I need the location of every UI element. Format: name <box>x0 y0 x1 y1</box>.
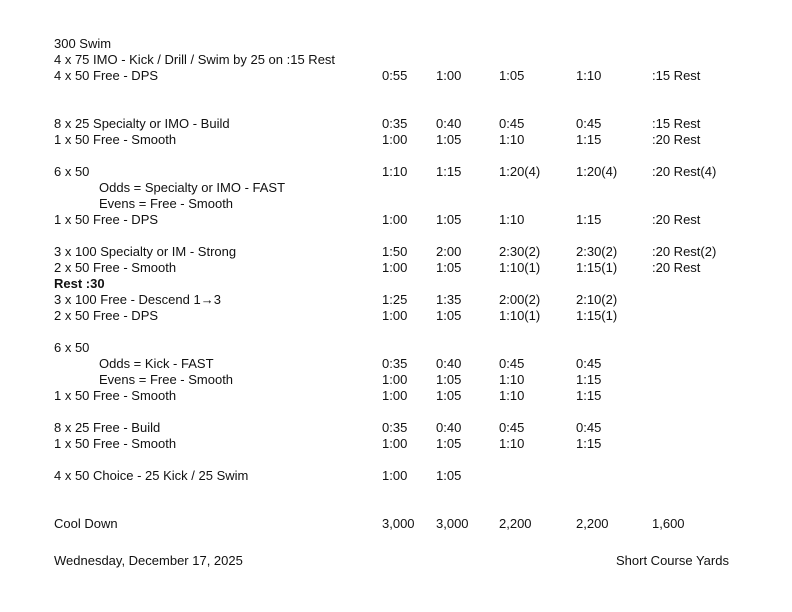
interval-cell: 1:00 <box>382 308 408 323</box>
set-description: 4 x 50 Choice - 25 Kick / 25 Swim <box>54 468 249 483</box>
workout-row <box>0 180 792 196</box>
workout-row <box>0 308 792 324</box>
spacer-row <box>0 228 792 244</box>
workout-row <box>0 132 792 148</box>
interval-cell: 1:15 <box>576 212 602 227</box>
interval-cell: 1:20(4) <box>576 164 618 179</box>
interval-cell: 1:35 <box>436 292 462 307</box>
interval-cell: 2:00 <box>436 244 462 259</box>
spacer-row <box>0 404 792 420</box>
interval-cell: 1:00 <box>382 388 408 403</box>
interval-cell: 0:40 <box>436 116 462 131</box>
interval-cell: 2:10(2) <box>576 292 618 307</box>
spacer-row <box>0 100 792 116</box>
interval-cell: 1,600 <box>652 516 685 531</box>
workout-date: Wednesday, December 17, 2025 <box>54 553 243 568</box>
interval-cell: 1:00 <box>382 468 408 483</box>
interval-cell: 0:35 <box>382 356 408 371</box>
set-description: Rest :30 <box>54 276 105 291</box>
workout-row <box>0 292 792 308</box>
interval-cell: 2:00(2) <box>499 292 541 307</box>
set-description: 8 x 25 Free - Build <box>54 420 161 435</box>
interval-cell: 0:35 <box>382 420 408 435</box>
interval-cell: 1:05 <box>436 260 462 275</box>
workout-row <box>0 340 792 356</box>
interval-cell: 1:00 <box>382 212 408 227</box>
interval-cell: 3,000 <box>436 516 469 531</box>
workout-row <box>0 356 792 372</box>
interval-cell: :20 Rest <box>652 212 701 227</box>
interval-cell: 1:10 <box>499 132 525 147</box>
interval-cell: 1:05 <box>436 372 462 387</box>
spacer-row <box>0 148 792 164</box>
interval-cell: 1:15(1) <box>576 260 618 275</box>
set-description: 3 x 100 Specialty or IM - Strong <box>54 244 237 259</box>
interval-cell: 1:10(1) <box>499 260 541 275</box>
interval-cell: :20 Rest <box>652 260 701 275</box>
interval-cell: 1:10 <box>499 388 525 403</box>
interval-cell: 0:40 <box>436 356 462 371</box>
interval-cell: 1:05 <box>436 132 462 147</box>
interval-cell: 1:00 <box>382 132 408 147</box>
interval-cell: :15 Rest <box>652 68 701 83</box>
set-description: 6 x 50 <box>54 164 90 179</box>
interval-cell: 1:15(1) <box>576 308 618 323</box>
interval-cell: 1:05 <box>436 468 462 483</box>
set-description: 3 x 100 Free - Descend 1→3 <box>54 292 221 307</box>
spacer-row <box>0 500 792 516</box>
interval-cell: :20 Rest(2) <box>652 244 717 259</box>
workout-row <box>0 68 792 84</box>
interval-cell: 1:15 <box>576 132 602 147</box>
interval-cell: 0:55 <box>382 68 408 83</box>
set-description: 1 x 50 Free - Smooth <box>54 132 177 147</box>
workout-row <box>0 212 792 228</box>
workout-row <box>0 244 792 260</box>
interval-cell: 2,200 <box>576 516 609 531</box>
interval-cell: :20 Rest <box>652 132 701 147</box>
set-description: 1 x 50 Free - Smooth <box>54 388 177 403</box>
spacer-row <box>0 452 792 468</box>
interval-cell: 1:10(1) <box>499 308 541 323</box>
set-description: 1 x 50 Free - Smooth <box>54 436 177 451</box>
interval-cell: 1:15 <box>576 388 602 403</box>
course-type: Short Course Yards <box>616 553 729 568</box>
set-description: Evens = Free - Smooth <box>99 196 234 211</box>
workout-row <box>0 516 792 532</box>
workout-row <box>0 116 792 132</box>
set-description: 8 x 25 Specialty or IMO - Build <box>54 116 230 131</box>
workout-row <box>0 164 792 180</box>
interval-cell: 1:15 <box>576 372 602 387</box>
spacer-row <box>0 84 792 100</box>
interval-cell: 1:00 <box>436 68 462 83</box>
set-description: 2 x 50 Free - Smooth <box>54 260 177 275</box>
interval-cell: 2,200 <box>499 516 532 531</box>
workout-row <box>0 276 792 292</box>
interval-cell: 1:10 <box>576 68 602 83</box>
interval-cell: 0:35 <box>382 116 408 131</box>
interval-cell: 1:05 <box>436 436 462 451</box>
interval-cell: 0:45 <box>499 356 525 371</box>
spacer-row <box>0 324 792 340</box>
interval-cell: 1:10 <box>499 436 525 451</box>
workout-row <box>0 196 792 212</box>
workout-sheet <box>0 36 792 532</box>
interval-cell: 1:00 <box>382 260 408 275</box>
set-description: Odds = Kick - FAST <box>99 356 214 371</box>
workout-row <box>0 372 792 388</box>
interval-cell: 1:15 <box>576 436 602 451</box>
interval-cell: 0:45 <box>576 356 602 371</box>
set-description: Evens = Free - Smooth <box>99 372 234 387</box>
workout-row <box>0 436 792 452</box>
set-description: 300 Swim <box>54 36 112 51</box>
interval-cell: 1:10 <box>499 372 525 387</box>
set-description: 2 x 50 Free - DPS <box>54 308 159 323</box>
interval-cell: 2:30(2) <box>499 244 541 259</box>
interval-cell: 1:05 <box>436 388 462 403</box>
workout-row <box>0 52 792 68</box>
interval-cell: 0:45 <box>499 420 525 435</box>
interval-cell: 0:45 <box>576 116 602 131</box>
interval-cell: 3,000 <box>382 516 415 531</box>
interval-cell: 1:15 <box>436 164 462 179</box>
set-description: Cool Down <box>54 516 118 531</box>
workout-row <box>0 388 792 404</box>
interval-cell: 1:05 <box>436 308 462 323</box>
interval-cell: 1:05 <box>436 212 462 227</box>
interval-cell: 0:40 <box>436 420 462 435</box>
spacer-row <box>0 484 792 500</box>
interval-cell: 1:20(4) <box>499 164 541 179</box>
set-description: 1 x 50 Free - DPS <box>54 212 159 227</box>
interval-cell: 1:50 <box>382 244 408 259</box>
workout-row <box>0 468 792 484</box>
interval-cell: 1:00 <box>382 372 408 387</box>
interval-cell: 2:30(2) <box>576 244 618 259</box>
interval-cell: 1:10 <box>499 212 525 227</box>
interval-cell: :15 Rest <box>652 116 701 131</box>
set-description: 4 x 50 Free - DPS <box>54 68 159 83</box>
interval-cell: 1:25 <box>382 292 408 307</box>
interval-cell: 0:45 <box>499 116 525 131</box>
interval-cell: 1:05 <box>499 68 525 83</box>
set-description: 4 x 75 IMO - Kick / Drill / Swim by 25 on :15 Rest <box>54 52 336 67</box>
workout-row <box>0 420 792 436</box>
interval-cell: 1:10 <box>382 164 408 179</box>
interval-cell: 1:00 <box>382 436 408 451</box>
interval-cell: :20 Rest(4) <box>652 164 717 179</box>
set-description: 6 x 50 <box>54 340 90 355</box>
interval-cell: 0:45 <box>576 420 602 435</box>
workout-row <box>0 260 792 276</box>
set-description: Odds = Specialty or IMO - FAST <box>99 180 286 195</box>
workout-row <box>0 36 792 52</box>
